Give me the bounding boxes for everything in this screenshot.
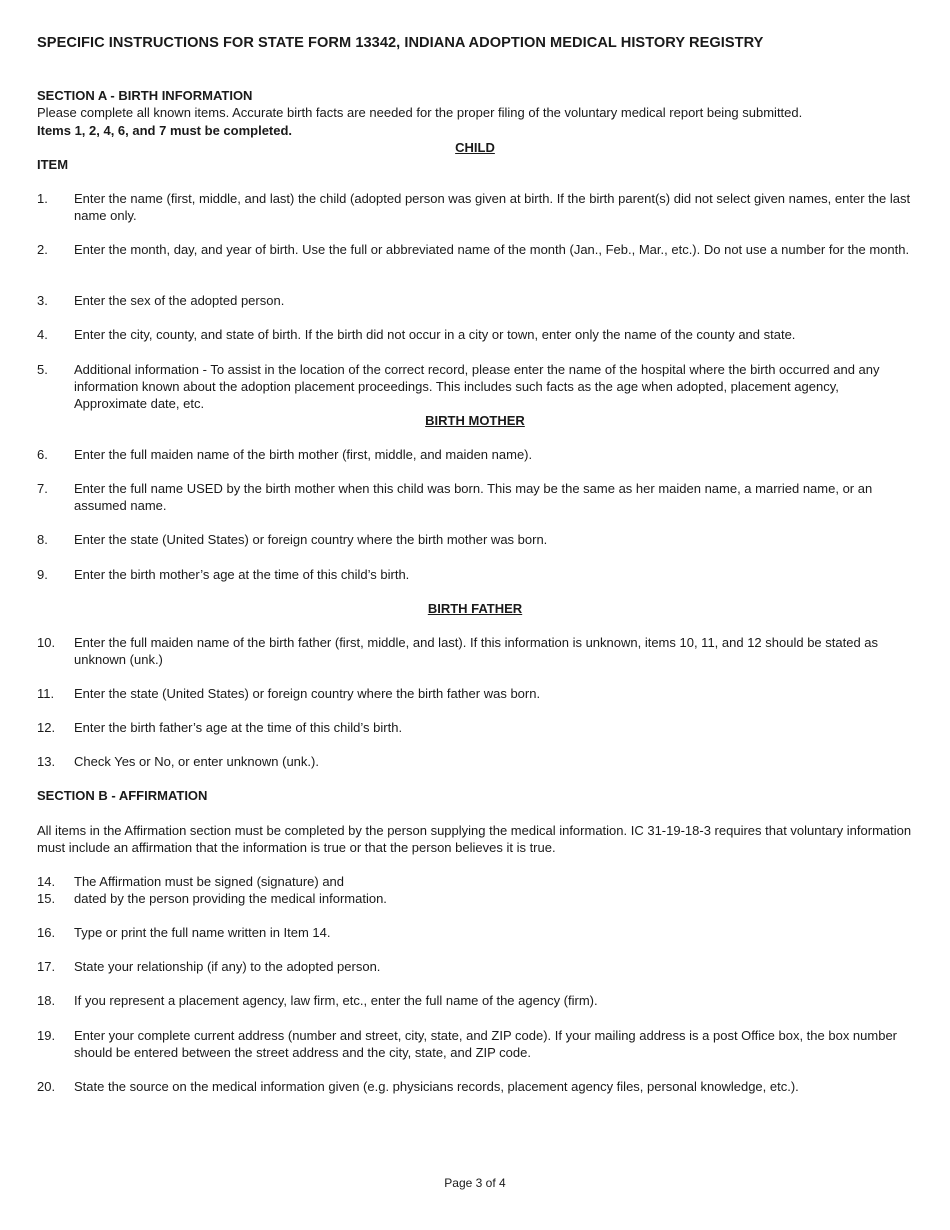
list-item	[37, 480, 913, 514]
item-number: 4.	[37, 327, 48, 342]
item-number: 19.	[37, 1028, 56, 1043]
item-text: Enter the sex of the adopted person.	[74, 293, 285, 308]
item-number: 1.	[37, 191, 48, 206]
list-item	[37, 634, 913, 668]
list-item	[37, 873, 913, 890]
item-number: 5.	[37, 362, 48, 377]
list-item	[37, 566, 913, 583]
list-item	[37, 241, 913, 258]
item-number: 16.	[37, 925, 56, 940]
item-text: Additional information - To assist in the location of the correct record, please enter the name of the hospital where the birth occurred and any information known about the adoption placement proceedings. This includes such facts as the age when adopted, placement agency, Approximate date, etc.	[74, 362, 880, 411]
item-text: Enter the city, county, and state of birth. If the birth did not occur in a city or town, enter only the name of the county and state.	[74, 327, 796, 342]
item-text: The Affirmation must be signed (signature) and	[74, 874, 345, 889]
list-item	[37, 719, 913, 736]
list-item	[37, 1078, 913, 1095]
item-text: dated by the person providing the medical information.	[74, 891, 387, 906]
item-number: 8.	[37, 532, 48, 547]
item-number: 3.	[37, 293, 48, 308]
item-text: Enter the state (United States) or foreign country where the birth mother was born.	[74, 532, 548, 547]
item-text: Enter the full name USED by the birth mother when this child was born. This may be the same as her maiden name, a married name, or an assumed name.	[74, 481, 873, 513]
item-text: Enter the birth father’s age at the time of this child’s birth.	[74, 720, 403, 735]
item-number: 13.	[37, 754, 56, 769]
page-number: Page 3 of 4	[444, 1176, 506, 1190]
list-item	[37, 685, 913, 702]
item-number: 9.	[37, 567, 48, 582]
list-item	[37, 958, 913, 975]
list-item	[37, 292, 913, 309]
item-text: If you represent a placement agency, law firm, etc., enter the full name of the agency (firm).	[74, 993, 598, 1008]
birth-father-heading: BIRTH FATHER	[427, 601, 523, 616]
list-item	[37, 446, 913, 463]
item-number: 17.	[37, 959, 56, 974]
list-item	[37, 753, 913, 770]
child-heading: CHILD	[455, 140, 495, 155]
item-text: Enter the full maiden name of the birth father (first, middle, and last). If this information is unknown, items 10, 11, and 12 should be stated as unknown (unk.)	[74, 635, 879, 667]
section-b-heading: SECTION B - AFFIRMATION	[37, 788, 208, 803]
item-number: 20.	[37, 1079, 56, 1094]
item-text: Enter the month, day, and year of birth. Use the full or abbreviated name of the month (Jan., Feb., Mar., etc.). Do not use a number for the month.	[74, 242, 910, 257]
item-text: State your relationship (if any) to the adopted person.	[74, 959, 381, 974]
item-number: 6.	[37, 447, 48, 462]
item-number: 12.	[37, 720, 56, 735]
item-text: Enter the full maiden name of the birth mother (first, middle, and maiden name).	[74, 447, 533, 462]
list-item	[37, 890, 913, 907]
list-item	[37, 531, 913, 548]
item-text: Enter the name (first, middle, and last) the child (adopted person was given at birth. If the birth parent(s) did not select given names, enter the last name only.	[74, 191, 911, 223]
list-item	[37, 1027, 913, 1061]
list-item	[37, 924, 913, 941]
item-number: 7.	[37, 481, 48, 496]
list-item	[37, 992, 913, 1009]
item-text: State the source on the medical information given (e.g. physicians records, placement agency files, personal knowledge, etc.).	[74, 1079, 799, 1094]
item-label: ITEM	[37, 157, 69, 172]
section-b-intro: All items in the Affirmation section must be completed by the person supplying the medical information. IC 31-19-18-3 requires that voluntary information must include an affirmation that the information is true or that the person believes it is true.	[37, 823, 912, 855]
item-text: Enter the birth mother’s age at the time of this child’s birth.	[74, 567, 410, 582]
item-text: Check Yes or No, or enter unknown (unk.).	[74, 754, 319, 769]
item-number: 14.	[37, 874, 56, 889]
item-text: Type or print the full name written in Item 14.	[74, 925, 331, 940]
section-a-heading: SECTION A - BIRTH INFORMATION	[37, 88, 253, 103]
item-text: Enter your complete current address (number and street, city, state, and ZIP code). If your mailing address is a post Office box, the box number should be entered between the street address and the city, state, and ZIP code.	[74, 1028, 898, 1060]
item-number: 15.	[37, 891, 56, 906]
list-item	[37, 190, 913, 224]
item-number: 2.	[37, 242, 48, 257]
list-item	[37, 326, 913, 343]
page-title: SPECIFIC INSTRUCTIONS FOR STATE FORM 13342, INDIANA ADOPTION MEDICAL HISTORY REGISTRY	[37, 35, 764, 51]
section-a-required-note: Items 1, 2, 4, 6, and 7 must be completed.	[37, 123, 293, 138]
section-a-intro: Please complete all known items. Accurate birth facts are needed for the proper filing of the voluntary medical report being submitted.	[37, 105, 803, 120]
list-item	[37, 361, 913, 412]
item-number: 18.	[37, 993, 56, 1008]
item-number: 11.	[37, 686, 55, 701]
birth-mother-heading: BIRTH MOTHER	[425, 413, 525, 428]
item-text: Enter the state (United States) or foreign country where the birth father was born.	[74, 686, 541, 701]
item-number: 10.	[37, 635, 56, 650]
